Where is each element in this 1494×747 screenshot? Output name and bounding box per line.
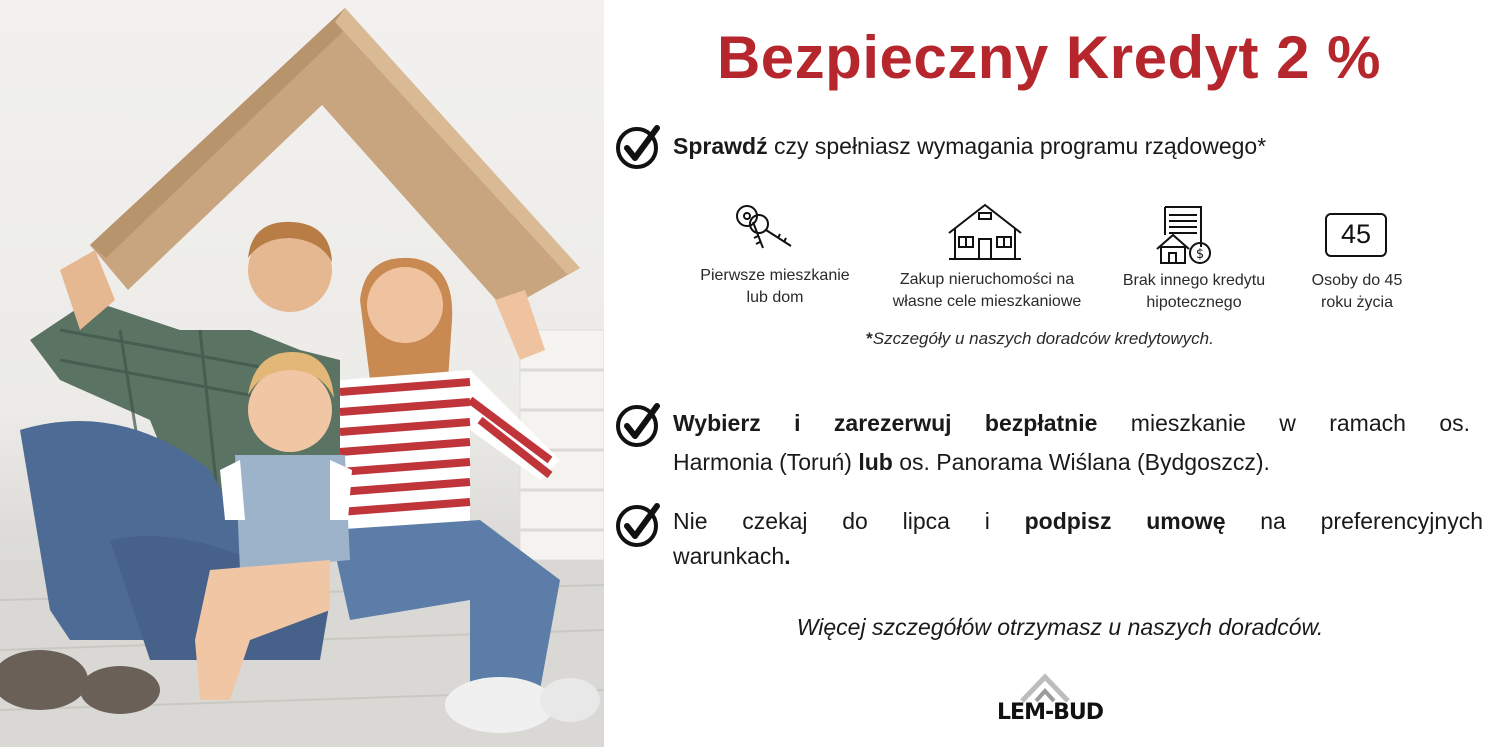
sign-contract-bold: podpisz umowę <box>1024 508 1226 534</box>
sign-contract-text2: na preferencyjnych <box>1225 508 1483 534</box>
checkmark-circle-icon <box>615 402 661 448</box>
requirement-no-mortgage <box>1105 270 1283 314</box>
requirement-label: hipotecznego <box>1146 294 1242 311</box>
check-requirements-rest: czy spełniasz wymagania programu rządowego* <box>767 133 1267 159</box>
requirement-label: własne cele mieszkaniowe <box>892 293 1082 310</box>
house-icon <box>947 201 1023 263</box>
choose-apartment-line2 <box>673 446 1470 479</box>
requirement-label: roku życia <box>1320 294 1394 311</box>
family-photo-illustration <box>0 0 604 747</box>
sign-contract-text3: warunkach <box>673 543 785 569</box>
note-text: Szczegóły u naszych doradców kredytowych. <box>872 329 1214 348</box>
requirement-label: Osoby do 45 <box>1311 272 1403 289</box>
keys-icon <box>733 202 795 264</box>
family-photo <box>0 0 604 747</box>
choose-apartment-text: mieszkanie w ramach os. <box>1097 410 1470 436</box>
choose-apartment-estate1: Harmonia (Toruń) <box>673 449 859 475</box>
age-badge-number: 45 <box>1340 219 1372 249</box>
requirement-own-purpose <box>880 269 1094 313</box>
svg-text:$: $ <box>1195 247 1205 262</box>
requirement-first-home <box>683 265 867 309</box>
age-45-icon <box>1325 213 1387 257</box>
details-note <box>780 329 1300 349</box>
check-requirements-text <box>673 130 1483 163</box>
choose-apartment-or: lub <box>858 449 893 475</box>
requirement-label: lub dom <box>746 289 804 306</box>
sign-contract-dot: . <box>784 543 791 569</box>
sign-contract-line2 <box>673 540 1483 573</box>
requirement-age <box>1290 270 1424 314</box>
requirement-label: Zakup nieruchomości na <box>899 271 1075 288</box>
checkmark-circle-icon <box>615 502 661 548</box>
more-details-text: Więcej szczegółów otrzymasz u naszych doradców. <box>796 614 1324 640</box>
choose-apartment-estate2: os. Panorama Wiślana (Bydgoszcz). <box>892 449 1270 475</box>
lem-bud-logo: LEM-BUD <box>997 700 1103 725</box>
check-requirements-bold: Sprawdź <box>673 133 768 159</box>
requirement-label: Pierwsze mieszkanie <box>700 267 850 284</box>
mortgage-document-icon <box>1155 205 1215 267</box>
checkmark-circle-icon <box>615 124 661 170</box>
page-title: Bezpieczny Kredyt 2 % <box>716 24 1382 91</box>
note-star: * <box>866 329 873 348</box>
sign-contract-text: Nie czekaj do lipca i <box>673 508 1025 534</box>
choose-apartment-bold: Wybierz i zarezerwuj bezpłatnie <box>673 410 1098 436</box>
requirement-label: Brak innego kredytu <box>1122 272 1266 289</box>
